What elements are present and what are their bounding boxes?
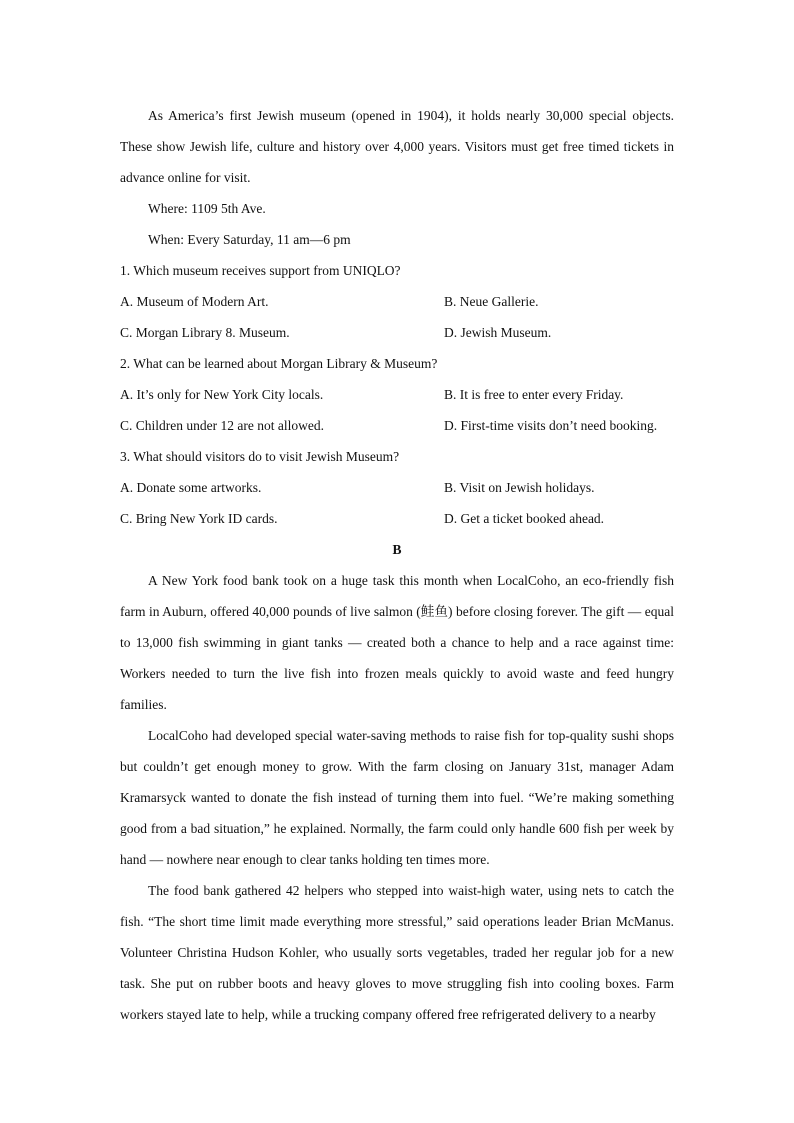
question-3-stem: 3. What should visitors do to visit Jewish Museum? — [120, 449, 400, 464]
section-b-paragraph-1: A New York food bank took on a huge task this month when LocalCoho, an eco-friendly fish farm in Auburn, offered 40,000 pounds of live salmon (鲑鱼) before closing forever. The gift — equal to 13,000 fish swimming in giant tanks — created both a chance to help and a race against time: Workers needed to turn the live fish into frozen meals quickly to avoid waste and feed hungry families. — [120, 573, 674, 712]
section-b-paragraph-3: The food bank gathered 42 helpers who stepped into waist-high water, using nets to catch the fish. “The short time limit made everything more stressful,” said operations leader Brian McManus. Volunteer Christina Hudson Kohler, who usually sorts vegetables, traded her regular job for a new task. She put on rubber boots and heavy gloves to move struggling fish into cooling boxes. Farm workers stayed late to help, while a trucking company offered free refrigerated delivery to a nearby — [120, 883, 674, 1022]
question-1-option-d: D. Jewish Museum. — [444, 325, 552, 340]
passage-a-when: When: Every Saturday, 11 am—6 pm — [148, 232, 351, 247]
question-3-options-row-1 — [120, 472, 674, 503]
passage-a-paragraph: As America’s first Jewish museum (opened in 1904), it holds nearly 30,000 special objects. These show Jewish life, culture and history over 4,000 years. Visitors must get free timed tickets in advance online for visit. — [120, 108, 674, 185]
question-2-options-row-1 — [120, 379, 674, 410]
question-2-stem: 2. What can be learned about Morgan Library & Museum? — [120, 356, 438, 371]
question-3-option-a: A. Donate some artworks. — [120, 480, 262, 495]
passage-a-where: Where: 1109 5th Ave. — [148, 201, 266, 216]
question-1-option-c: C. Morgan Library 8. Museum. — [120, 325, 290, 340]
question-1-options-row-2 — [120, 317, 674, 348]
document-page — [120, 100, 674, 1030]
question-1-option-b: B. Neue Gallerie. — [444, 294, 539, 309]
question-1-option-a: A. Museum of Modern Art. — [120, 294, 269, 309]
question-2-option-b: B. It is free to enter every Friday. — [444, 387, 624, 402]
question-1-stem: 1. Which museum receives support from UNIQLO? — [120, 263, 401, 278]
question-3-option-d: D. Get a ticket booked ahead. — [444, 511, 605, 526]
question-3-option-c: C. Bring New York ID cards. — [120, 511, 278, 526]
section-b-paragraph-2: LocalCoho had developed special water-saving methods to raise fish for top-quality sushi shops but couldn’t get enough money to grow. With the farm closing on January 31st, manager Adam Kramarsyck wanted to donate the fish instead of turning them into fuel. “We’re making something good from a bad situation,” he explained. Normally, the farm could only handle 600 fish per week by hand — nowhere near enough to clear tanks holding ten times more. — [120, 728, 674, 867]
question-1-options-row-1 — [120, 286, 674, 317]
question-2-options-row-2 — [120, 410, 674, 441]
question-3-option-b: B. Visit on Jewish holidays. — [444, 480, 595, 495]
question-2-option-c: C. Children under 12 are not allowed. — [120, 418, 324, 433]
question-3-options-row-2 — [120, 503, 674, 534]
question-2-option-a: A. It’s only for New York City locals. — [120, 387, 324, 402]
section-b-heading: B — [392, 542, 402, 557]
question-2-option-d: D. First-time visits don’t need booking. — [444, 418, 658, 433]
